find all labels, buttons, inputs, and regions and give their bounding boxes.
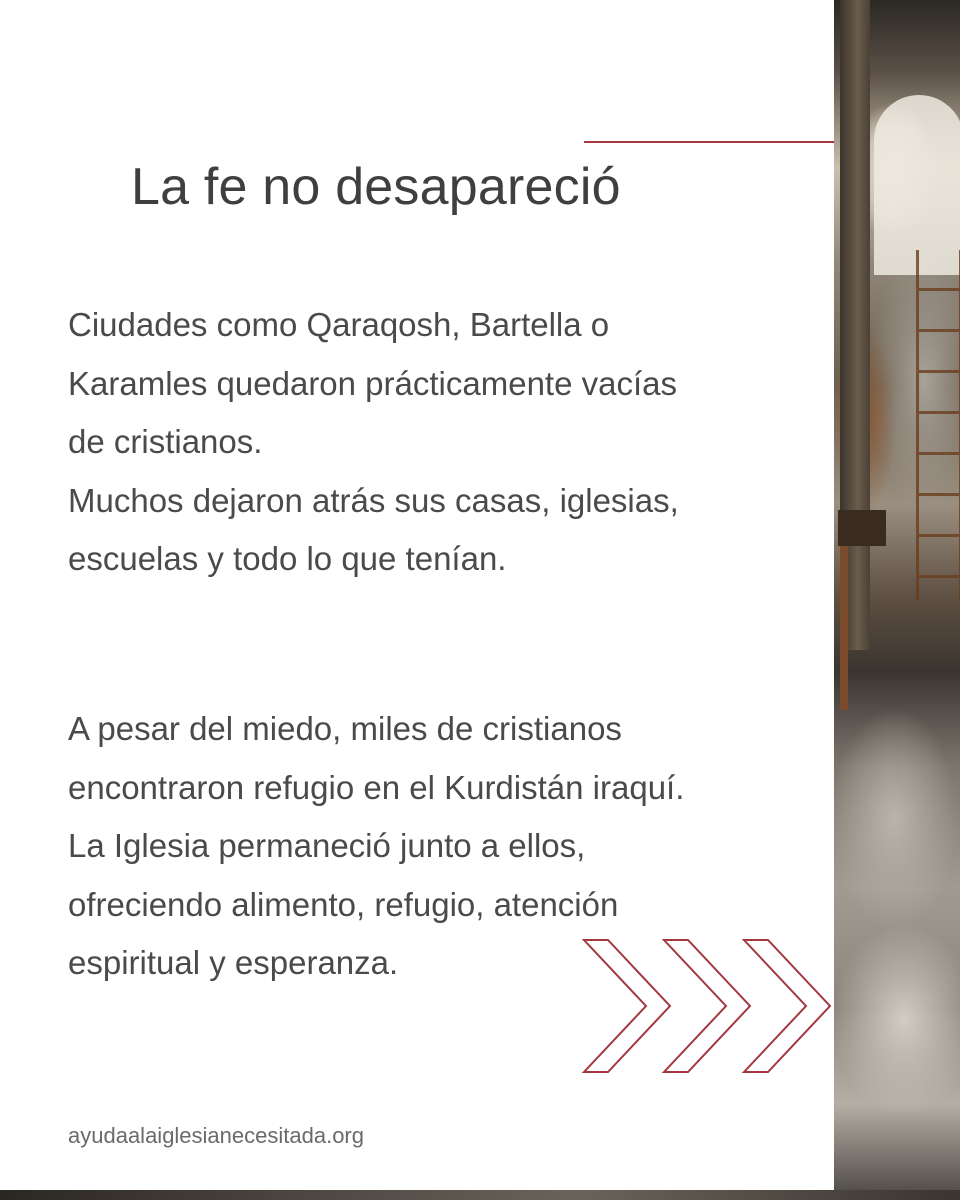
photo-wooden-post [840,520,848,710]
paragraph-line: Karamles quedaron prácticamente vacías [68,364,677,402]
paragraph-line: encontraron refugio en el Kurdistán iraquí. [68,768,685,806]
paragraph-cities [68,296,818,589]
photo-board [838,510,886,546]
website-url: ayudaalaiglesianecesitada.org [68,1123,364,1148]
page-title: La fe no desapareció [131,158,621,216]
triple-chevron-right-icon [580,938,834,1074]
paragraph-line: de cristianos. [68,423,263,460]
paragraph-line: A pesar del miedo, miles de cristianos [68,710,622,747]
paragraph-line: Muchos dejaron atrás sus casas, iglesias, [68,481,679,519]
chevron-right-icon [664,940,750,1072]
photo-arch [874,95,960,275]
photo-scaffold [916,250,960,600]
photo-bottom-strip [0,1190,960,1200]
chevron-right-icon [584,940,670,1072]
accent-line [584,141,834,143]
paragraph-line: La Iglesia permaneció junto a ellos, [68,827,586,864]
paragraph-line: ofreciendo alimento, refugio, atención [68,885,619,923]
chevron-right-icon [744,940,830,1072]
church-ruins-photo [834,0,960,1200]
paragraph-line: escuelas y todo lo que tenían. [68,540,507,577]
paragraph-line: espiritual y esperanza. [68,944,399,981]
paragraph-line: Ciudades como Qaraqosh, Bartella o [68,306,610,343]
